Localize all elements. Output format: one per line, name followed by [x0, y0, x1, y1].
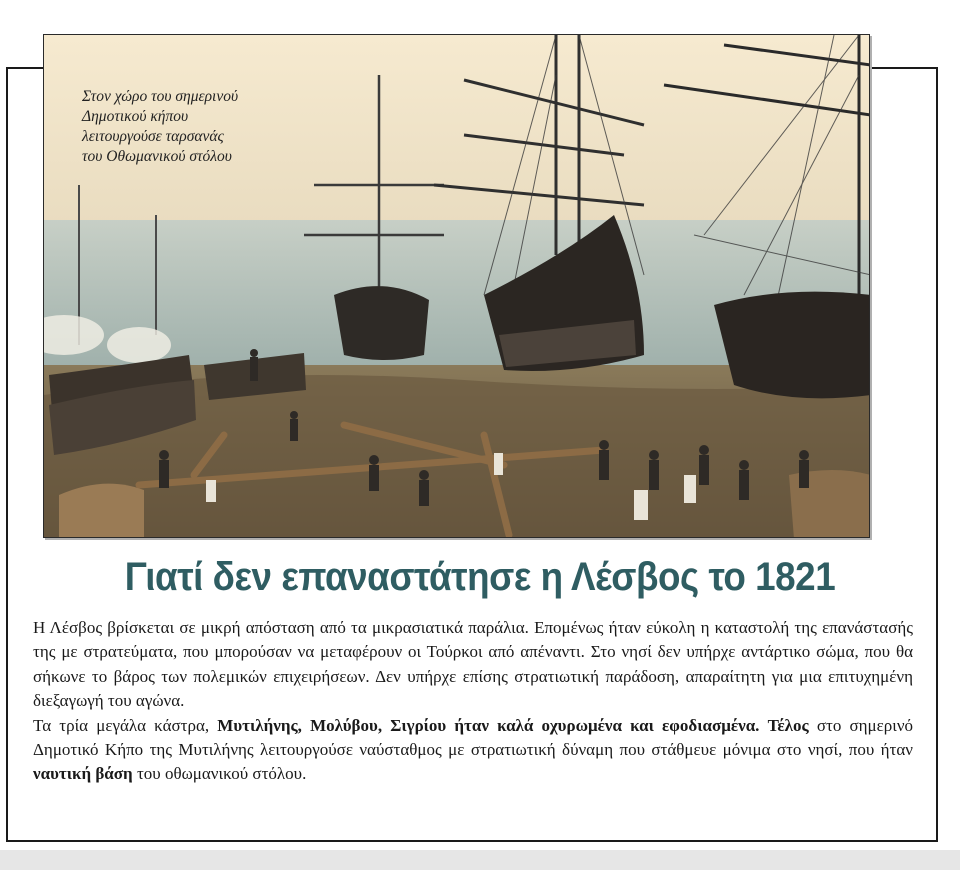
caption-line: λειτουργούσε ταρσανάς [82, 128, 224, 145]
paragraph-reasons: Η Λέσβος βρίσκεται σε μικρή απόσταση από τα μικρασιατικά παράλια. Επομένως ήταν εύκολη η καταστολή της επανάστασής της με στρατεύματα, που μπορούσαν να μεταφέρουν οι Τούρκοι από απέναντι. Στο νησί δεν υπήρχε αντάρτικο σώμα, που θα σήκωνε το βάρος των πολεμικών επιχειρήσεων. Δεν υπήρχε επίσης στρατιωτική παράδοση, απαραίτητη για μια επιτυχημένη διεξαγωγή του αγώνα. [33, 618, 913, 711]
text-run [759, 716, 767, 735]
text-run: του οθωμανικού στόλου. [132, 764, 307, 784]
caption-line: Στον χώρο του σημερινού [82, 88, 239, 105]
paragraph-castles [33, 714, 913, 787]
bottom-band [0, 850, 960, 870]
bold-run-castles: Μυτιλήνης, Μολύβου, Σιγρίου ήταν καλά οχυρωμένα και εφοδιασμένα. [217, 715, 760, 735]
bold-run-naval-base: ναυτική βάση [33, 764, 133, 784]
text-run: στο σημερινό Δημοτικό Κήπο της Μυτιλήνης λειτουργούσε ναύσταθμος με στρατιωτική δύναμη που στάθμευε μόνιμα στο νησί, που ήταν [33, 715, 914, 760]
text-run: Τα τρία μεγάλα κάστρα, [33, 715, 218, 735]
bold-run-finally: Τέλος [767, 715, 809, 735]
harbor-photo [43, 34, 870, 538]
article-body [33, 616, 913, 787]
photo-caption [82, 87, 312, 167]
caption-line: Δημοτικού κήπου [82, 108, 189, 125]
page-title: Γιατί δεν επαναστάτησε η Λέσβος το 1821 [124, 555, 836, 599]
caption-line: του Οθωμανικού στόλου [82, 148, 232, 165]
